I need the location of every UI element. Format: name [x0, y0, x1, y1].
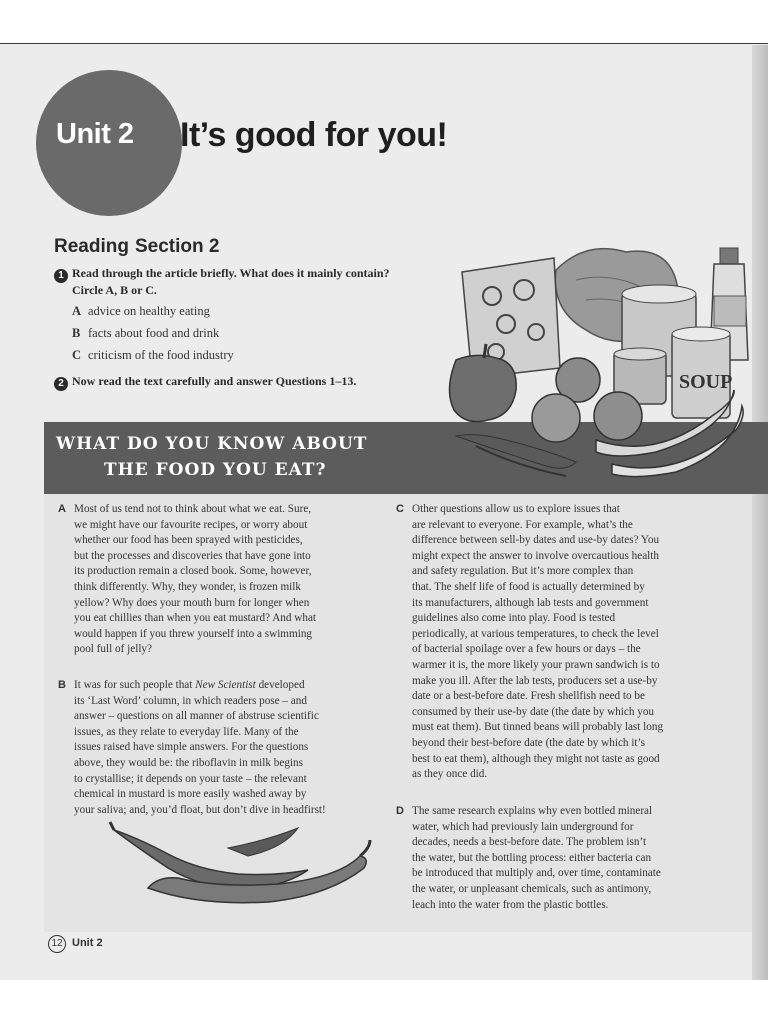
paragraph-line: whether our food has been sprayed with pesticides,: [74, 534, 303, 547]
paragraph-line: yellow? Why does your mouth burn for longer when: [74, 596, 310, 609]
question-1: [54, 266, 454, 298]
chilli-peppers-illustration: [108, 818, 374, 914]
paragraph-letter: A: [58, 503, 66, 515]
paragraph-line: date or a best-before date. Fresh shellfish need to be: [412, 690, 645, 703]
paragraph-line: its manufacturers, although lab tests and government: [412, 596, 649, 609]
food-groceries-illustration: [436, 240, 752, 480]
tomato-icon: [594, 392, 642, 440]
paragraph-line: we might have our favourite recipes, or worry about: [74, 518, 308, 531]
paragraph-letter: D: [396, 805, 404, 817]
unit-label: Unit 2: [56, 118, 134, 150]
bottle-cap-icon: [720, 248, 738, 264]
option-a[interactable]: [72, 304, 210, 319]
tomato-icon: [532, 394, 580, 442]
paragraph-text: It was for such people that: [74, 679, 196, 691]
paragraph-line: your saliva; and, you’d float, but don’t dive in headfirst!: [74, 803, 326, 816]
paragraph-line: consumed by their use-by date (the date by which you: [412, 705, 655, 718]
option-text: facts about food and drink: [88, 326, 220, 340]
publication-name: New Scientist: [195, 679, 256, 691]
bell-pepper-icon: [449, 355, 516, 421]
paragraph-line: decades, needs a best-before date. The problem isn’t: [412, 836, 647, 849]
paragraph-line: water, which had previously lain underground for: [412, 820, 634, 833]
question-number-badge: 1: [54, 269, 68, 283]
paragraph-line: its ‘Last Word’ column, in which readers pose – and: [74, 694, 307, 707]
paragraph-line: beyond their best-before date (the date by which it’s: [412, 736, 645, 749]
option-letter: A: [72, 304, 82, 318]
question-1-text: Read through the article briefly. What does it mainly contain?: [72, 266, 390, 280]
question-2-text: Now read the text carefully and answer Questions 1–13.: [72, 374, 357, 388]
page-number-badge: 12: [48, 935, 66, 953]
option-letter: B: [72, 326, 81, 340]
paragraph-line: you eat chillies than when you eat mustard? And what: [74, 612, 317, 625]
paragraph-line: think differently. Why, they wonder, is frozen milk: [74, 580, 301, 593]
soup-can-label: SOUP: [679, 371, 733, 393]
unit-title: It’s good for you!: [180, 116, 448, 154]
reading-label: Reading: [54, 236, 129, 257]
paragraph-line: its production remain a closed book. Some, however,: [74, 565, 312, 578]
paragraph-line: chemical in mustard is more easily washed away by: [74, 788, 307, 801]
paragraph-line: are relevant to everyone. For example, what’s the: [412, 518, 633, 531]
paragraph-line: guidelines also come into play. Food is tested: [412, 612, 616, 625]
option-letter: C: [72, 348, 82, 362]
paragraph-line: to crystallise; it depends on your taste – the relevant: [74, 772, 307, 785]
paragraph-line: periodically, at various temperatures, to check the level: [412, 627, 659, 640]
chilli-icon: [228, 828, 298, 856]
paragraph-letter: C: [396, 503, 404, 515]
paragraph-c: [396, 502, 722, 783]
option-text: criticism of the food industry: [88, 348, 234, 362]
can-lid-icon: [622, 285, 696, 303]
paragraph-line: but the processes and discoveries that have gone into: [74, 549, 311, 562]
article-title-line-2: THE FOOD YOU EAT?: [104, 460, 327, 480]
paragraph-line: Most of us tend not to think about what we eat. Sure,: [74, 503, 312, 515]
paragraph-line: the water, or unpleasant chemicals, such as antimony,: [412, 882, 652, 895]
paragraph-line: and safety regulation. But it’s more complex than: [412, 565, 634, 578]
option-b[interactable]: [72, 326, 219, 341]
article-title-line-1: WHAT DO YOU KNOW ABOUT: [56, 434, 368, 454]
option-text: advice on healthy eating: [88, 304, 210, 318]
section-label: Section 2: [134, 236, 220, 257]
paragraph-line: as they once did.: [412, 768, 488, 781]
paragraph-line: answer – questions on all manner of abstruse scientific: [74, 710, 319, 723]
paragraph-line: issues, as they relate to everyday life. Many of the: [74, 725, 299, 738]
paragraph-line: be introduced that multiply and, over time, contaminate: [412, 867, 661, 880]
soup-can-lid-icon: [672, 327, 730, 341]
paragraph-d: [396, 804, 722, 913]
jar-lid-icon: [614, 348, 666, 360]
paragraph-line: Other questions allow us to explore issues that: [412, 503, 620, 515]
reading-heading: [54, 236, 219, 258]
pepper-stem-icon: [484, 344, 486, 358]
paragraph-line: pool full of jelly?: [74, 643, 152, 656]
paragraph-text: developed: [255, 679, 305, 691]
question-1-instruction: Circle A, B or C.: [72, 283, 157, 297]
paragraph-a: [58, 502, 374, 658]
paragraph-line: difference between sell-by dates and use-by dates? You: [412, 534, 660, 547]
paragraph-line: make you ill. After the lab tests, producers set a use-by: [412, 674, 658, 687]
paragraph-letter: B: [58, 679, 66, 691]
paragraph-line: of bacterial spoilage over a few hours or days – the: [412, 643, 641, 656]
paragraph-line: would happen if you threw yourself into a swimming: [74, 627, 313, 640]
chilli-stem-icon: [360, 840, 370, 856]
paragraph-line: best to eat them), although they might not taste as good: [412, 752, 660, 765]
chilli-stem-icon: [110, 822, 114, 830]
paragraph-b: [58, 678, 374, 818]
paragraph-line: that. The shelf life of food is actually determined by: [412, 580, 645, 593]
paragraph-line: [74, 678, 374, 694]
footer-unit-label: Unit 2: [72, 937, 103, 949]
bottle-label-icon: [714, 296, 746, 326]
question-2: [54, 374, 356, 391]
paragraph-line: issues raised have simple answers. For the questions: [74, 741, 309, 754]
question-number-badge: 2: [54, 377, 68, 391]
paragraph-line: the water, but the bottling process: either bacteria can: [412, 851, 652, 864]
paragraph-line: The same research explains why even bottled mineral: [412, 805, 653, 817]
paragraph-line: warmer it is, the more likely your prawn sandwich is to: [412, 658, 660, 671]
paragraph-line: above, they would be: the riboflavin in milk begins: [74, 756, 303, 769]
page-binding-shadow: [752, 45, 768, 980]
paragraph-line: must eat them). But tinned beans will probably last long: [412, 721, 664, 734]
paragraph-line: might expect the answer to involve overcautious health: [412, 549, 659, 562]
option-c[interactable]: [72, 348, 234, 363]
paragraph-line: leach into the water from the plastic bottles.: [412, 898, 609, 911]
